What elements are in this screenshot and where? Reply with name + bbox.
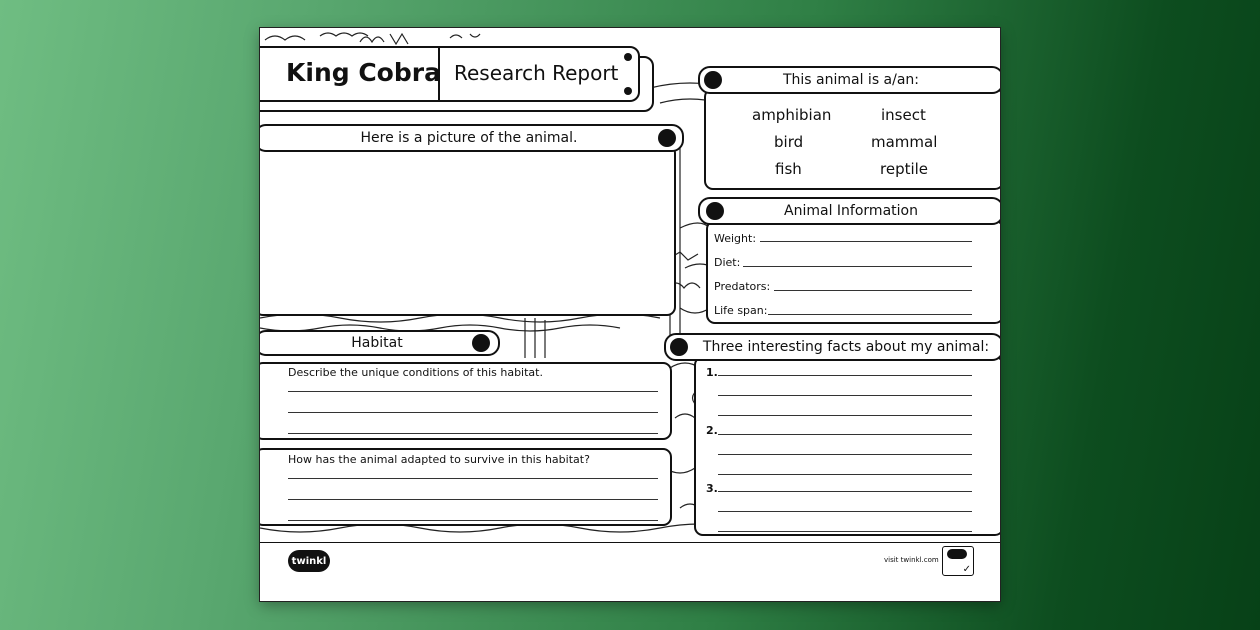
picture-label: Here is a picture of the animal. [360,130,578,146]
info-header [698,197,1000,225]
answer-line[interactable] [288,433,658,434]
fact-line[interactable] [718,491,972,492]
footer-rule [260,542,1000,543]
title-box [260,46,640,102]
fact-line[interactable] [718,531,972,532]
classification-label: This animal is a/an: [782,72,920,88]
answer-line[interactable] [288,520,658,521]
option-fish[interactable]: fish [775,160,802,178]
fact-number-1: 1. [706,366,718,379]
predators-line[interactable] [774,290,972,291]
habitat-question-2: How has the animal adapted to survive in this habitat? [288,453,590,466]
bullet-icon [658,129,676,147]
quality-badge-icon [942,546,974,576]
fact-line[interactable] [718,474,972,475]
option-bird[interactable]: bird [774,133,804,151]
habitat-header [260,330,500,356]
bullet-icon [704,71,722,89]
option-mammal[interactable]: mammal [871,133,938,151]
page-title: King Cobra [286,58,441,87]
answer-line[interactable] [288,412,658,413]
twinkl-logo [288,550,330,572]
fact-line[interactable] [718,454,972,455]
bullet-icon [670,338,688,356]
badge-tick-icon: ✓ [962,564,971,575]
facts-label: Three interesting facts about my animal: [702,339,990,355]
bullet-icon [472,334,490,352]
picture-header [260,124,684,152]
facts-header [664,333,1000,361]
page-subtitle: Research Report [454,61,619,85]
option-amphibian[interactable]: amphibian [752,106,832,124]
habitat-question-1: Describe the unique conditions of this habitat. [288,366,543,379]
badge-circle-icon [947,549,967,559]
fact-number-3: 3. [706,482,718,495]
fact-line[interactable] [718,511,972,512]
answer-line[interactable] [288,391,658,392]
classification-panel [704,88,1000,190]
worksheet [260,28,1000,601]
fact-line[interactable] [718,395,972,396]
weight-line[interactable] [760,241,972,242]
answer-line[interactable] [288,478,658,479]
fact-line[interactable] [718,415,972,416]
fact-line[interactable] [718,434,972,435]
option-insect[interactable]: insect [881,106,926,124]
answer-line[interactable] [288,499,658,500]
diet-line[interactable] [743,266,972,267]
footer-url[interactable]: visit twinkl.com [884,556,939,564]
fact-number-2: 2. [706,424,718,437]
rivet-icon [624,53,632,61]
fact-line[interactable] [718,375,972,376]
picture-frame[interactable] [260,144,676,316]
facts-panel [694,356,1000,536]
lifespan-label: Life span: [714,304,768,317]
twinkl-logo-text: twinkl [291,555,327,567]
rivet-icon [624,87,632,95]
title-divider [438,46,440,102]
lifespan-line[interactable] [768,314,972,315]
option-reptile[interactable]: reptile [880,160,929,178]
classification-header [698,66,1000,94]
habitat-label: Habitat [351,335,403,351]
predators-label: Predators: [714,280,771,293]
weight-label: Weight: [714,232,757,245]
bullet-icon [706,202,724,220]
diet-label: Diet: [714,256,741,269]
info-label: Animal Information [784,203,918,219]
